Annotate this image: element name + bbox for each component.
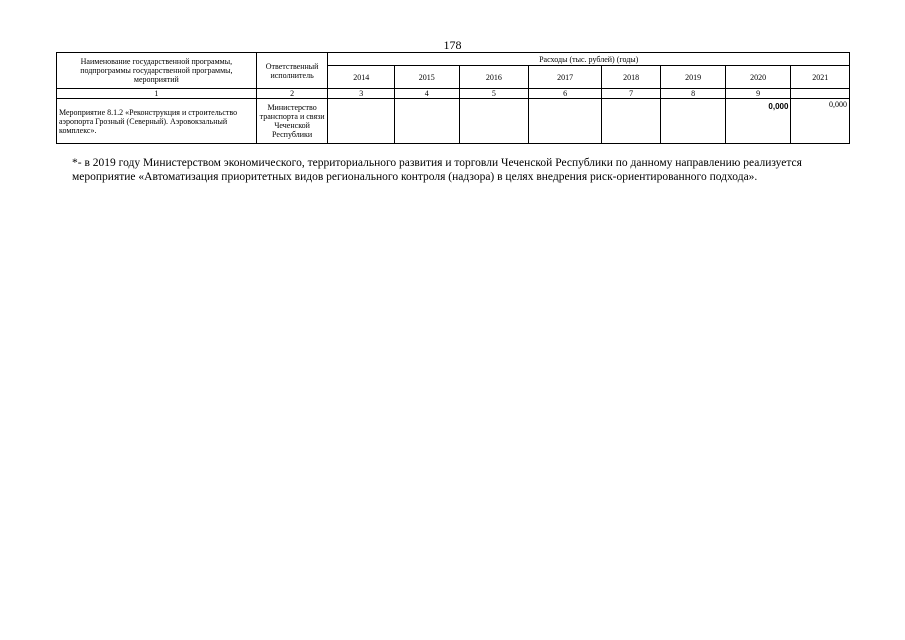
- column-number: 4: [395, 89, 460, 99]
- column-number: 9: [725, 89, 791, 99]
- value-cell: [529, 99, 602, 144]
- header-year: 2015: [395, 66, 460, 89]
- column-number-row: [57, 89, 850, 99]
- header-year: 2014: [328, 66, 395, 89]
- value-cell: 0,000: [725, 99, 791, 144]
- responsible-executor: Министерство транспорта и связи Чеченской Республики: [256, 99, 328, 144]
- value-cell: 0,000: [791, 99, 850, 144]
- value-cell: [601, 99, 660, 144]
- value-cell: [395, 99, 460, 144]
- header-year: 2020: [725, 66, 791, 89]
- page-number: 178: [443, 38, 462, 52]
- header-responsible-column: Ответственный исполнитель: [256, 53, 328, 89]
- value-cell: [661, 99, 726, 144]
- measure-name: Мероприятие 8.1.2 «Реконструкция и строительство аэропорта Грозный (Северный). Аэровокзальный комплекс».: [57, 99, 257, 144]
- header-name-column: Наименование государственной программы, подпрограммы государственной программы, мероприятий: [57, 53, 257, 89]
- header-year: 2021: [791, 66, 850, 89]
- column-number: 5: [459, 89, 529, 99]
- column-number: 2: [256, 89, 328, 99]
- column-number: 6: [529, 89, 602, 99]
- column-number: 8: [661, 89, 726, 99]
- header-expenses-group: Расходы (тыс. рублей) (годы): [328, 53, 850, 66]
- header-year: 2017: [529, 66, 602, 89]
- column-number: 1: [57, 89, 257, 99]
- header-year: 2019: [661, 66, 726, 89]
- value-cell: [459, 99, 529, 144]
- column-number: [791, 89, 850, 99]
- header-year: 2016: [459, 66, 529, 89]
- table-row: [57, 99, 850, 144]
- header-year: 2018: [601, 66, 660, 89]
- footnote: *- в 2019 году Министерством экономического, территориального развития и торговли Чеченской Республики по данному направлению реализуется мероприятие «Автоматизация приоритетных видов регионального контроля (надзора) в целях внедрения риск-ориентированного подхода».: [72, 157, 802, 183]
- column-number: 7: [601, 89, 660, 99]
- budget-table: [56, 52, 850, 144]
- column-number: 3: [328, 89, 395, 99]
- value-cell: [328, 99, 395, 144]
